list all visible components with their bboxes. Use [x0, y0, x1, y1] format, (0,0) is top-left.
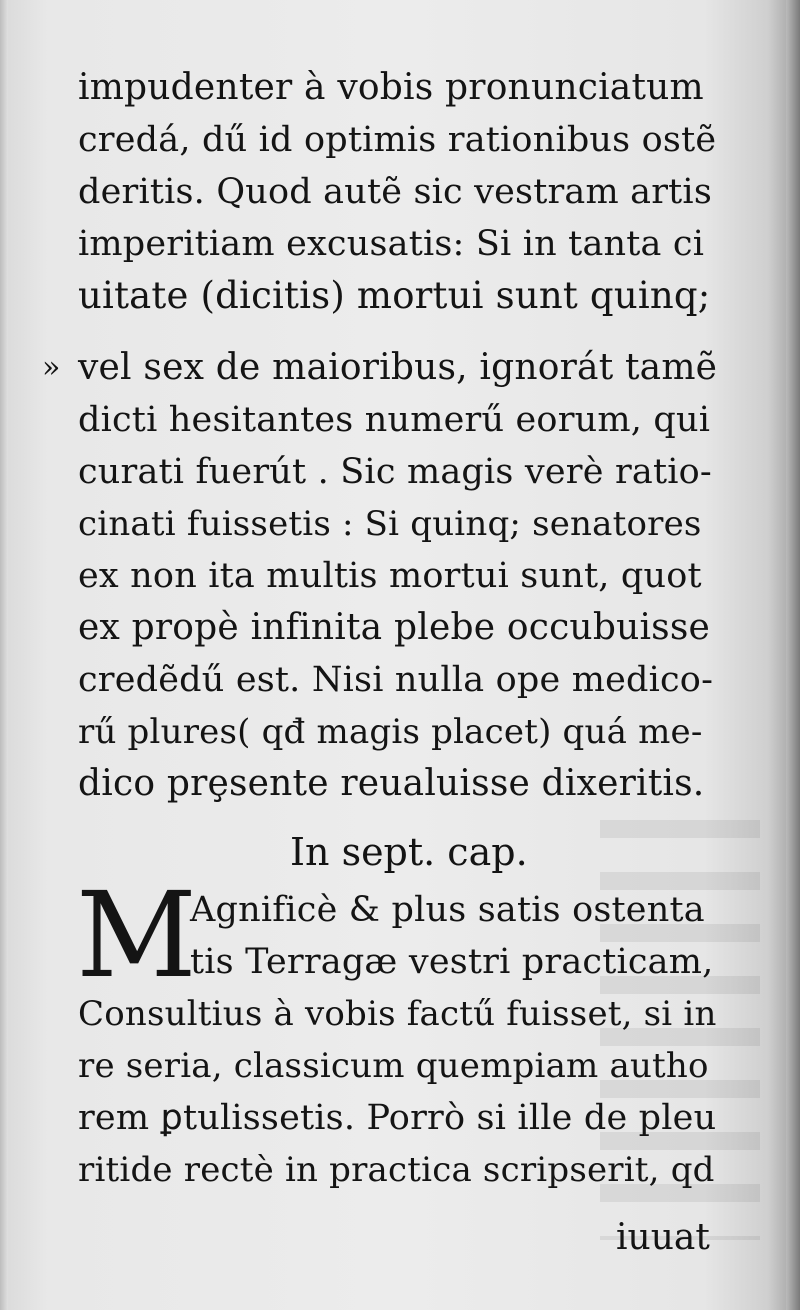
text-line: re seria, classicum quempiam autho — [78, 1046, 709, 1086]
text-line: ex non ita multis mortui sunt, quot — [78, 556, 702, 596]
margin-quote-mark: » — [42, 350, 61, 385]
catchword: iuuat — [616, 1217, 710, 1258]
text-line: deritis. Quod autẽ sic vestram artis — [78, 172, 712, 212]
text-line: credẽdű est. Nisi nulla ope medico- — [78, 660, 714, 700]
text-line: credá, dű id optimis rationibus ostẽ — [78, 120, 717, 160]
text-line: cinati fuissetis : Si quinq; senatores — [78, 504, 702, 544]
text-line: rű plures( qđ magis placet) quá me- — [78, 712, 703, 752]
text-line: impudenter à vobis pronunciatum — [78, 67, 704, 108]
text-line: tis Terragæ vestri practicam, — [190, 942, 714, 982]
drop-cap-initial: M — [76, 866, 197, 1004]
text-line: uitate (dicitis) mortui sunt quinq; — [78, 274, 711, 317]
section-heading: In sept. cap. — [290, 830, 528, 874]
text-line: curati fuerút . Sic magis verè ratio- — [78, 452, 712, 492]
text-line: imperitiam excusatis: Si in tanta ci — [78, 224, 705, 264]
text-line: vel sex de maioribus, ignorát tamẽ — [78, 347, 718, 388]
page-left-edge — [0, 0, 8, 1310]
text-line: ex propè infinita plebe occubuisse — [78, 607, 711, 648]
text-line: dico prȩsente reualuisse dixeritis. — [78, 763, 705, 804]
text-line: rem ꝑtulissetis. Porrò si ille de pleu — [78, 1098, 717, 1138]
text-line: ritide rectè in practica scripserit, qd — [78, 1150, 715, 1190]
text-line: Consultius à vobis factű fuisset, si in — [78, 994, 717, 1034]
text-line: dicti hesitantes numerű eorum, qui — [78, 400, 711, 440]
text-line: Agnificè & plus satis ostenta — [190, 890, 705, 930]
page-right-edge — [786, 0, 800, 1310]
